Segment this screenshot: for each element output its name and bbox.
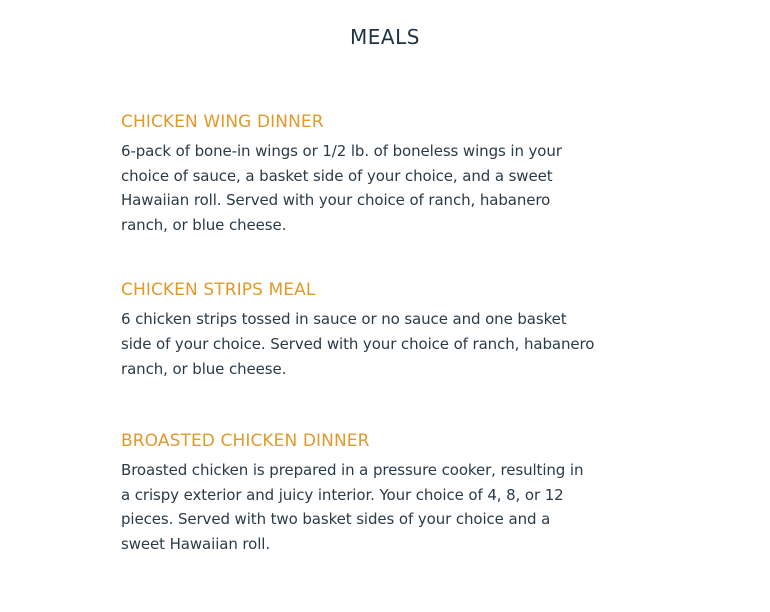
meal-description: 6-pack of bone-in wings or 1/2 lb. of boneless wings in your choice of sauce, a basket side of your choice, and a sweet Hawaiian roll. Served with your choice of ranch, habanero ranch, or blue cheese.	[121, 142, 562, 234]
page-title: MEALS	[350, 25, 420, 49]
meal-description: 6 chicken strips tossed in sauce or no sauce and one basket side of your choice. Served with your choice of ranch, habanero ranch, or blue cheese.	[121, 310, 595, 378]
meal-name: CHICKEN STRIPS MEAL	[121, 280, 316, 301]
meals-list	[121, 110, 596, 598]
meal-name: BROASTED CHICKEN DINNER	[121, 431, 370, 452]
meal-description: Broasted chicken is prepared in a pressure cooker, resulting in a crispy exterior and juicy interior. Your choice of 4, 8, or 12 pieces. Served with two basket sides of your choice and a sweet Hawaiian roll.	[121, 461, 584, 553]
meal-item-broasted-chicken-dinner	[121, 429, 596, 556]
meal-item-chicken-wing-dinner	[121, 110, 596, 237]
meal-name: CHICKEN WING DINNER	[121, 112, 324, 132]
meal-item-chicken-strips-meal	[121, 278, 596, 381]
